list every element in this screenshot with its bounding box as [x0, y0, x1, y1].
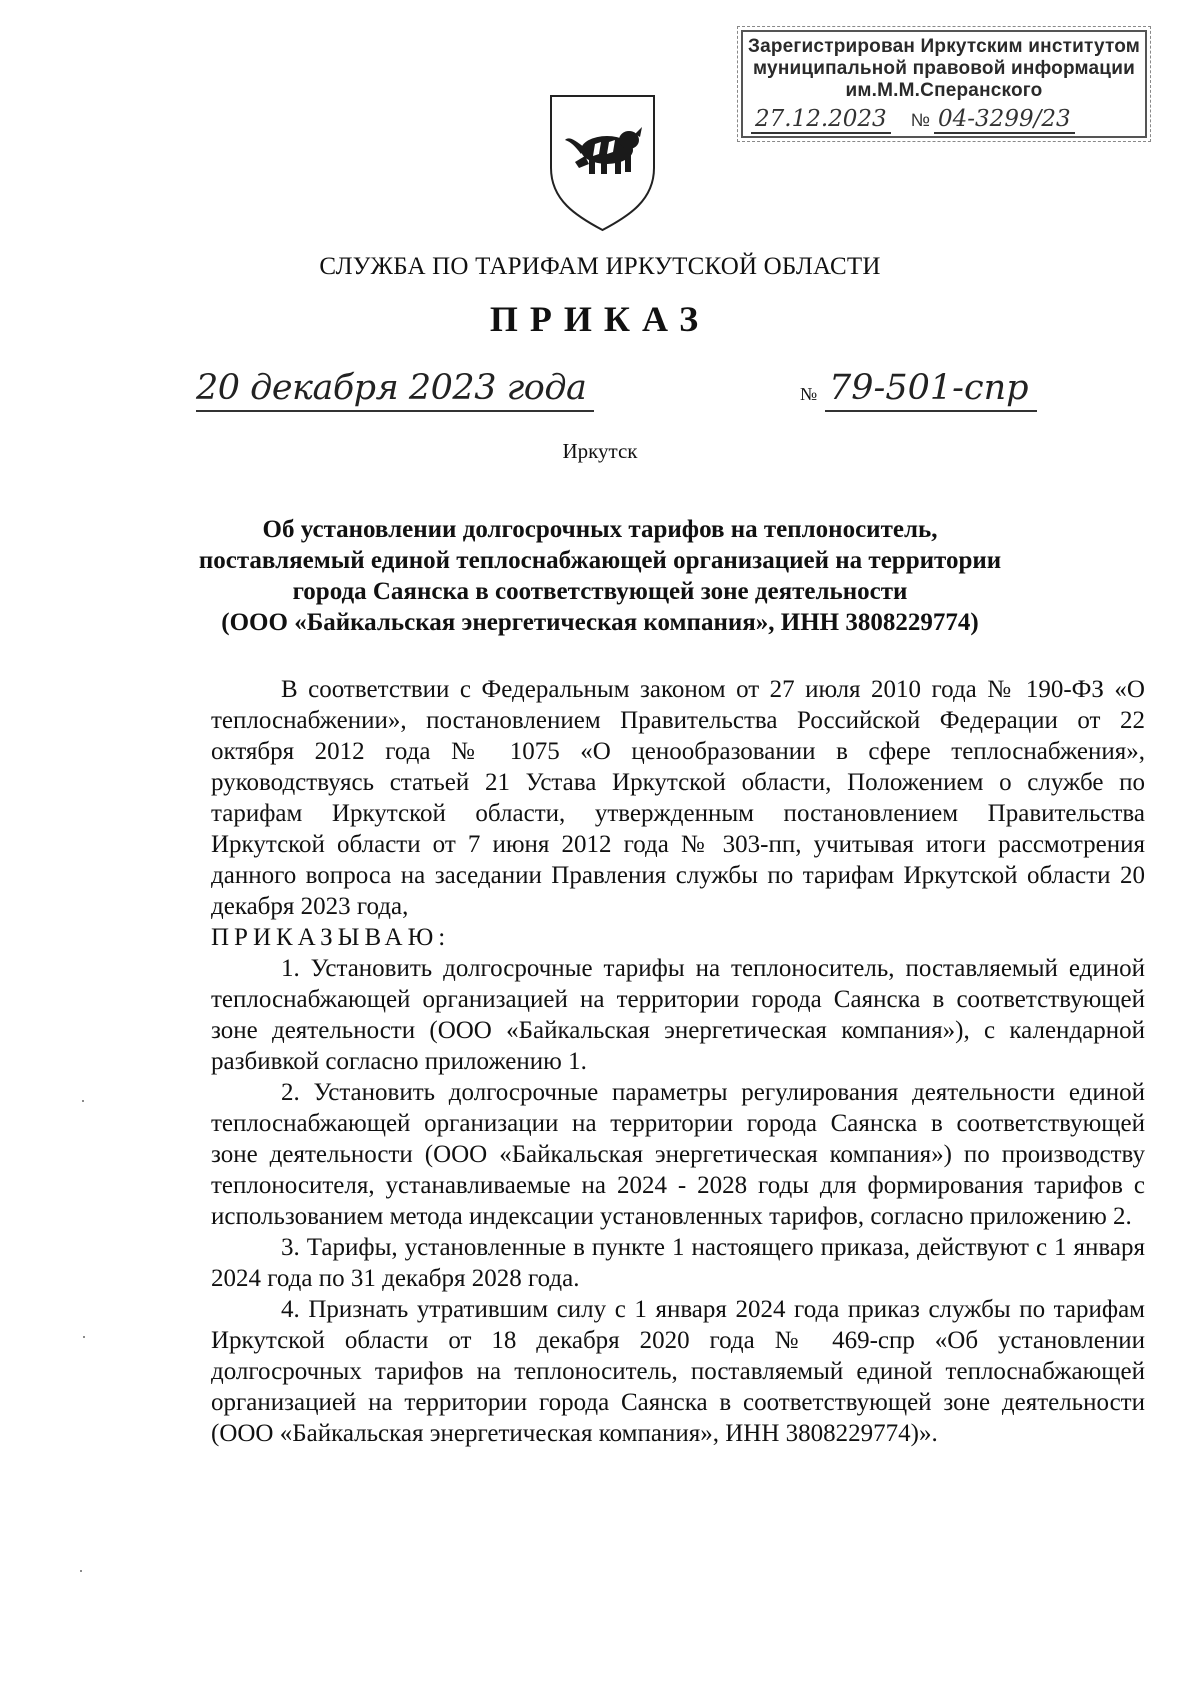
stamp-reg-number: 04-3299/23 — [934, 106, 1075, 134]
order-number-handwritten: 79-501-спр — [825, 368, 1037, 412]
margin-dot — [80, 1570, 82, 1572]
title-line-4: (ООО «Байкальская энергетическая компания», ИНН 3808229774) — [221, 609, 979, 636]
decree-word: ПРИКАЗЫВАЮ: — [211, 924, 451, 951]
stamp-handwritten-row — [751, 106, 1141, 134]
order-number-prefix: № — [800, 384, 818, 404]
stamp-line-1: Зарегистрирован Иркутским институтом — [747, 36, 1141, 57]
item-2-paragraph: 2. Установить долгосрочные параметры регулирования деятельности единой теплоснабжающей организации на территории города Саянска в соответствующей зоне деятельности (ООО «Байкальская энергетическая компания») по производству теплоносителя, устанавливаемые на 2024 - 2028 годы для формирования тарифов с использованием метода индексации установленных тарифов, согласно приложению 2. — [211, 1079, 1145, 1230]
title-line-1: Об установлении долгосрочных тарифов на теплоноситель, — [262, 516, 938, 543]
margin-dot — [82, 1100, 84, 1102]
title-line-3: города Саянска в соответствующей зоне деятельности — [292, 578, 908, 605]
item-4-paragraph: 4. Признать утратившим силу с 1 января 2024 года приказ службы по тарифам Иркутской области от 18 декабря 2020 года № 469-спр «Об установлении долгосрочных тарифов на теплоноситель, поставляемый единой теплоснабжающей организацией на территории города Саянска в соответствующей зоне деятельности (ООО «Байкальская энергетическая компания», ИНН 3808229774)». — [211, 1296, 1145, 1447]
order-body — [211, 674, 1145, 1449]
item-3-paragraph: 3. Тарифы, установленные в пункте 1 настоящего приказа, действуют с 1 января 2024 года по 31 декабря 2028 года. — [211, 1234, 1145, 1292]
title-line-2: поставляемый единой теплоснабжающей организацией на территории — [198, 547, 1002, 574]
stamp-line-3: им.М.М.Сперанского — [845, 80, 1043, 101]
city-name: Иркутск — [562, 439, 638, 463]
preamble-paragraph: В соответствии с Федеральным законом от 27 июля 2010 года № 190-ФЗ «О теплоснабжении», постановлением Правительства Российской Федерации от 22 октября 2012 года № 1075 «О ценообразовании в сфере теплоснабжения», руководствуясь статьей 21 Устава Иркутской области, Положением о службе по тарифам Иркутской области, утвержденным постановлением Правительства Иркутской области от 7 июня 2012 года № 303-пп, учитывая итоги рассмотрения данного вопроса на заседании Правления службы по тарифам Иркутской области 20 декабря 2023 года, — [211, 676, 1145, 920]
agency-name: СЛУЖБА ПО ТАРИФАМ ИРКУТСКОЙ ОБЛАСТИ — [319, 253, 881, 280]
registration-stamp — [741, 30, 1147, 138]
stamp-line-2: муниципальной правовой информации — [753, 58, 1135, 79]
margin-dot — [83, 1336, 85, 1338]
stamp-reg-date: 27.12.2023 — [751, 106, 891, 134]
order-date-handwritten: 20 декабря 2023 года — [196, 368, 594, 412]
item-1-paragraph: 1. Установить долгосрочные тарифы на теплоноситель, поставляемый единой теплоснабжающей организацией на территории города Саянска в соответствующей зоне деятельности (ООО «Байкальская энергетическая компания»), с календарной разбивкой согласно приложению 1. — [211, 955, 1145, 1075]
coat-of-arms-icon — [545, 90, 660, 235]
order-title — [150, 514, 1050, 638]
document-type-title: ПРИКАЗ — [489, 299, 711, 339]
stamp-number-prefix: № — [910, 110, 931, 130]
